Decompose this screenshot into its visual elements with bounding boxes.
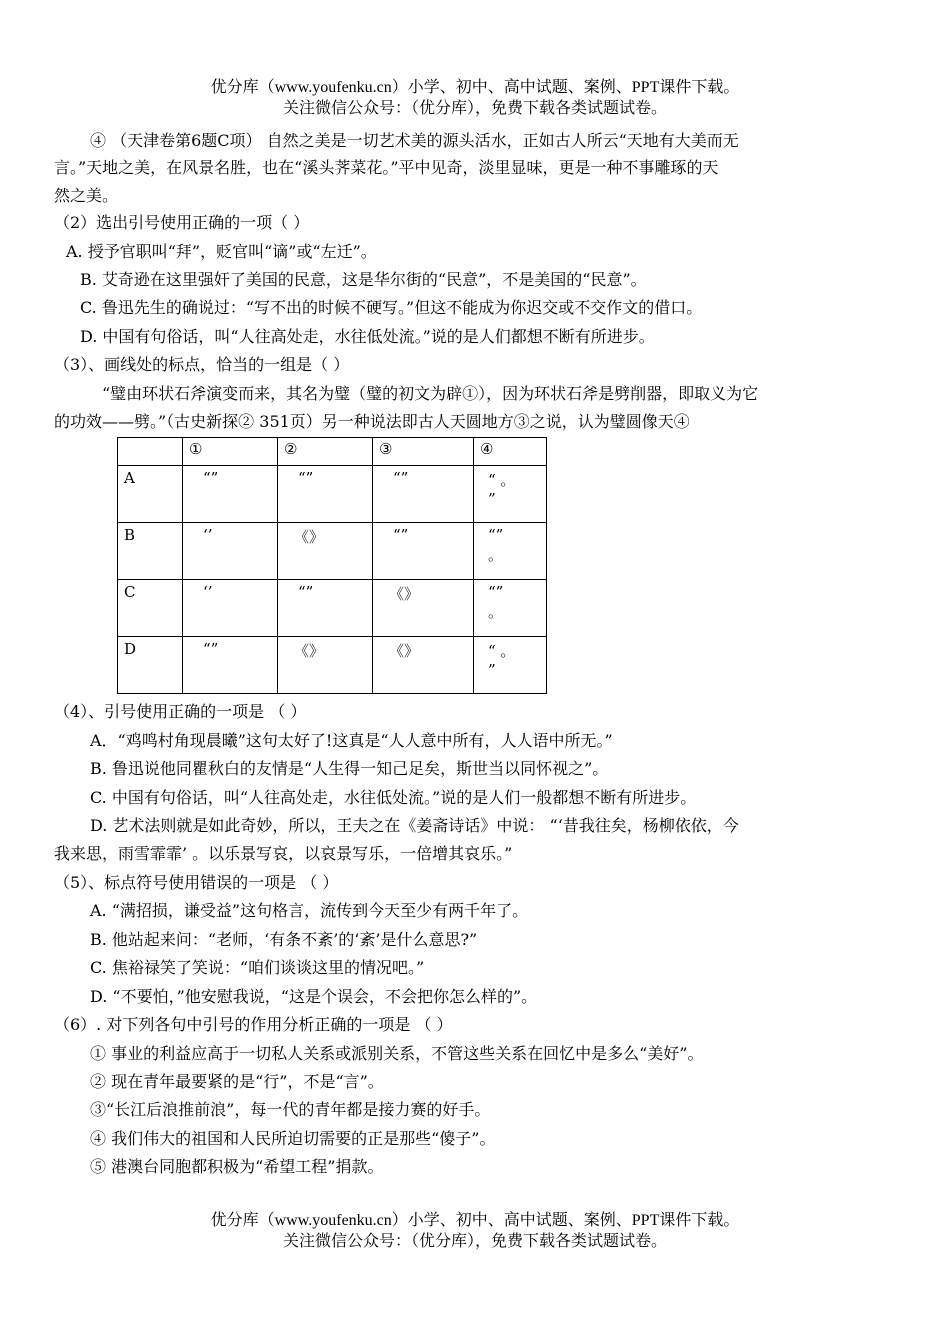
- table-cell: [474, 466, 547, 523]
- table-cell: “”: [373, 523, 474, 580]
- table-header-cell: ③: [373, 438, 474, 466]
- row-label: D: [118, 637, 183, 694]
- row-label: A: [118, 466, 183, 523]
- table-cell: 《》: [373, 637, 474, 694]
- cell-mark-bottom: ”: [488, 490, 496, 508]
- cell-mark-bottom: 。: [488, 546, 504, 564]
- q2-option-a: A. 授予官职叫“拜”，贬官叫“谪”或“左迁”。: [66, 242, 377, 261]
- para4-line-2: 言。”天地之美，在风景名胜，也在“溪头荠菜花。”平中见奇，淡里显味，更是一种不事雕琢的天: [54, 158, 719, 177]
- q6-sentence-5: ⑤ 港澳台同胞都积极为“希望工程”捐款。: [90, 1157, 384, 1176]
- table-cell: “”: [373, 466, 474, 523]
- table-cell: “”: [278, 466, 373, 523]
- q6-stem: （6）. 对下列各句中引号的作用分析正确的一项是 （ ）: [54, 1015, 453, 1034]
- para4-line-1: ④ （天津卷第6题C项） 自然之美是一切艺术美的源头活水，正如古人所云“天地有大美而无: [90, 131, 739, 150]
- row-label: C: [118, 580, 183, 637]
- punctuation-table: [117, 437, 547, 694]
- header-line-2: 关注微信公众号：（优分库），免费下载各类试题试卷。: [282, 100, 667, 117]
- q3-passage-line-1: “璧由环状石斧演变而来，其名为璧（璧的初文为辟①），因为环状石斧是劈削器，即取义为它: [102, 384, 759, 403]
- q5-stem: （5）、标点符号使用错误的一项是 （ ）: [54, 873, 339, 892]
- q4-option-b: B. 鲁迅说他同瞿秋白的友情是“人生得一知己足矣，斯世当以同怀视之”。: [90, 759, 609, 778]
- table-header-cell: ④: [474, 438, 547, 466]
- q2-option-b: B. 艾奇逊在这里强奸了美国的民意，这是华尔街的“民意”，不是美国的“民意”。: [80, 270, 647, 289]
- q6-sentence-1: ① 事业的利益应高于一切私人关系或派别关系，不管这些关系在回忆中是多么“美好”。: [90, 1044, 704, 1063]
- table-row: [118, 466, 547, 523]
- table-header-cell: ①: [183, 438, 278, 466]
- q2-option-d: D. 中国有句俗话，叫“人往高处走，水往低处流。”说的是人们都想不断有所进步。: [80, 327, 655, 346]
- q2-stem: （2）选出引号使用正确的一项（ ）: [54, 213, 310, 232]
- table-cell: [474, 523, 547, 580]
- table-cell: ‘’: [183, 523, 278, 580]
- q5-option-d: D. “不要怕，”他安慰我说，“这是个误会，不会把你怎么样的”。: [90, 987, 538, 1006]
- table-cell: “”: [278, 580, 373, 637]
- para4-line-3: 然之美。: [54, 186, 119, 205]
- header-line-1: 优分库（www.youfenku.cn）小学、初中、高中试题、案例、PPT课件下载。: [210, 79, 740, 96]
- cell-mark-top: “ 。: [488, 471, 516, 489]
- table-row: [118, 580, 547, 637]
- q6-sentence-2: ② 现在青年最要紧的是“行”，不是“言”。: [90, 1072, 384, 1091]
- footer-line-1: 优分库（www.youfenku.cn）小学、初中、高中试题、案例、PPT课件下载。: [210, 1212, 740, 1229]
- q4-option-a: A．“鸡鸣村角现晨曦”这句太好了!这真是“人人意中所有，人人语中所无。”: [90, 731, 613, 750]
- table-header-cell: ②: [278, 438, 373, 466]
- table-cell: 《》: [278, 523, 373, 580]
- cell-mark-top: “ 。: [488, 642, 516, 660]
- table-cell: 《》: [278, 637, 373, 694]
- table-cell: “”: [183, 637, 278, 694]
- table-row: [118, 637, 547, 694]
- table-cell: [474, 580, 547, 637]
- cell-mark-top: “”: [488, 526, 504, 544]
- q5-option-c: C. 焦裕禄笑了笑说：“咱们谈谈这里的情况吧。”: [90, 958, 425, 977]
- q3-stem: （3）、画线处的标点，恰当的一组是（ ）: [54, 355, 350, 374]
- table-header-cell: [118, 438, 183, 466]
- table-cell: “”: [183, 466, 278, 523]
- table-cell: [474, 637, 547, 694]
- footer-line-2: 关注微信公众号：（优分库），免费下载各类试题试卷。: [282, 1233, 667, 1250]
- q4-option-d-line-1: D. 艺术法则就是如此奇妙，所以，王夫之在《姜斋诗话》中说： “‘昔我往矣，杨柳依依，今: [90, 816, 739, 835]
- q4-stem: （4）、引号使用正确的一项是 （ ）: [54, 702, 307, 721]
- q3-passage-line-2: 的功效——劈。”（古史新探② 351页）另一种说法即古人天圆地方③之说，认为璧圆像天④: [54, 412, 690, 431]
- q4-option-c: C. 中国有句俗话，叫“人往高处走，水往低处流。”说的是人们一般都想不断有所进步。: [90, 788, 697, 807]
- table-cell: ‘’: [183, 580, 278, 637]
- q4-option-d-line-2: 我来思，雨雪霏霏’ 。以乐景写哀，以哀景写乐，一倍增其哀乐。”: [54, 844, 513, 863]
- q5-option-b: B. 他站起来问：“老师，‘有条不紊’的‘紊’是什么意思?”: [90, 930, 478, 949]
- q5-option-a: A. “满招损，谦受益”这句格言，流传到今天至少有两千年了。: [90, 901, 529, 920]
- q6-sentence-4: ④ 我们伟大的祖国和人民所迫切需要的正是那些“傻子”。: [90, 1129, 496, 1148]
- q2-option-c: C. 鲁迅先生的确说过：“写不出的时候不硬写。”但这不能成为你迟交或不交作文的借口。: [80, 298, 703, 317]
- row-label: B: [118, 523, 183, 580]
- cell-mark-bottom: ”: [488, 661, 496, 679]
- q6-sentence-3: ③“长江后浪推前浪”，每一代的青年都是接力赛的好手。: [90, 1100, 491, 1119]
- table-cell: 《》: [373, 580, 474, 637]
- table-header-row: [118, 438, 547, 466]
- cell-mark-top: “”: [488, 583, 504, 601]
- cell-mark-bottom: 。: [488, 603, 504, 621]
- table-row: [118, 523, 547, 580]
